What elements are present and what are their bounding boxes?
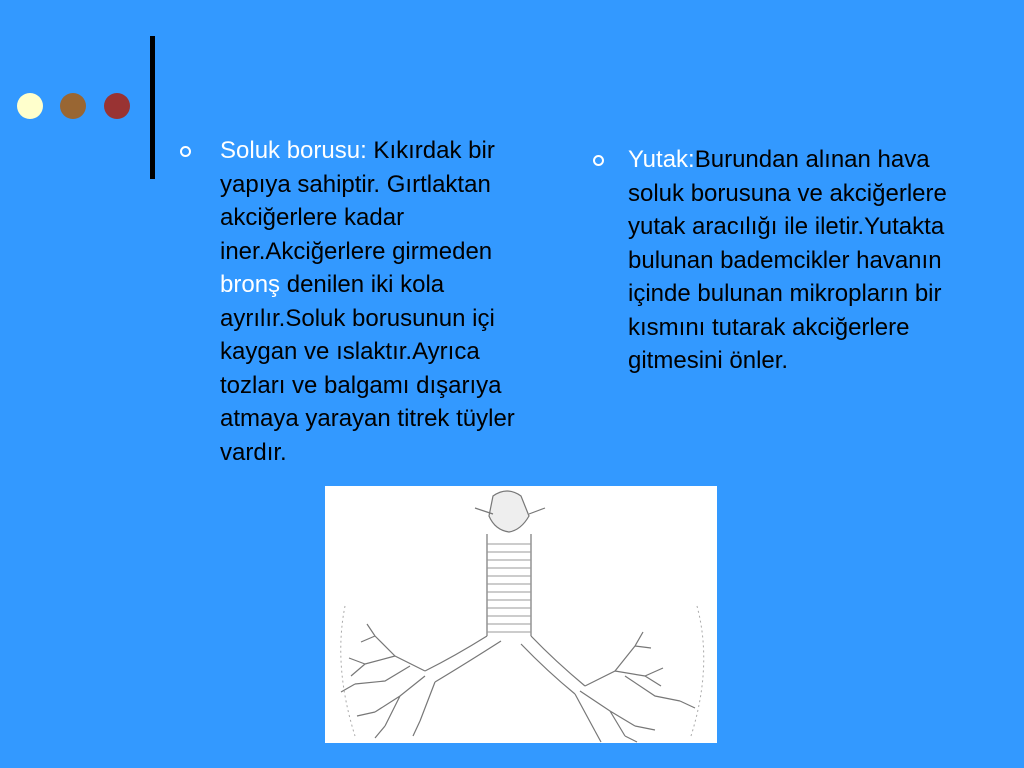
bullet-circle-icon (593, 155, 604, 166)
decor-dot-brown (60, 93, 86, 119)
left-bullet-text (220, 134, 538, 469)
left-bullet-body-1: Kıkırdak bir yapıya sahiptir. Gırtlaktan akciğerlere kadar iner.Akciğerlere girmeden (220, 137, 495, 265)
decor-dot-red (104, 93, 130, 119)
right-bullet-body: Burundan alınan hava soluk borusuna ve akciğerlere yutak aracılığı ile iletir.Yutakta bulunan bademcikler havanın içinde bulunan mikropların bir kısmını tutarak akciğerlere gitmesini önler. (628, 146, 947, 374)
decor-vertical-bar (150, 36, 155, 179)
left-bullet-highlight: bronş (220, 271, 281, 298)
right-bullet-text (628, 143, 960, 378)
right-bullet-term: Yutak: (628, 146, 695, 173)
trachea-illustration (325, 486, 717, 743)
trachea-bronchi-drawing (325, 486, 717, 743)
decor-dot-cream (17, 93, 43, 119)
left-bullet-body-2: denilen iki kola ayrılır.Soluk borusunun içi kaygan ve ıslaktır.Ayrıca tozları ve balgamı dışarıya atmaya yarayan titrek tüyler vardır. (220, 271, 515, 466)
left-bullet-term: Soluk borusu: (220, 137, 367, 164)
bullet-circle-icon (180, 146, 191, 157)
